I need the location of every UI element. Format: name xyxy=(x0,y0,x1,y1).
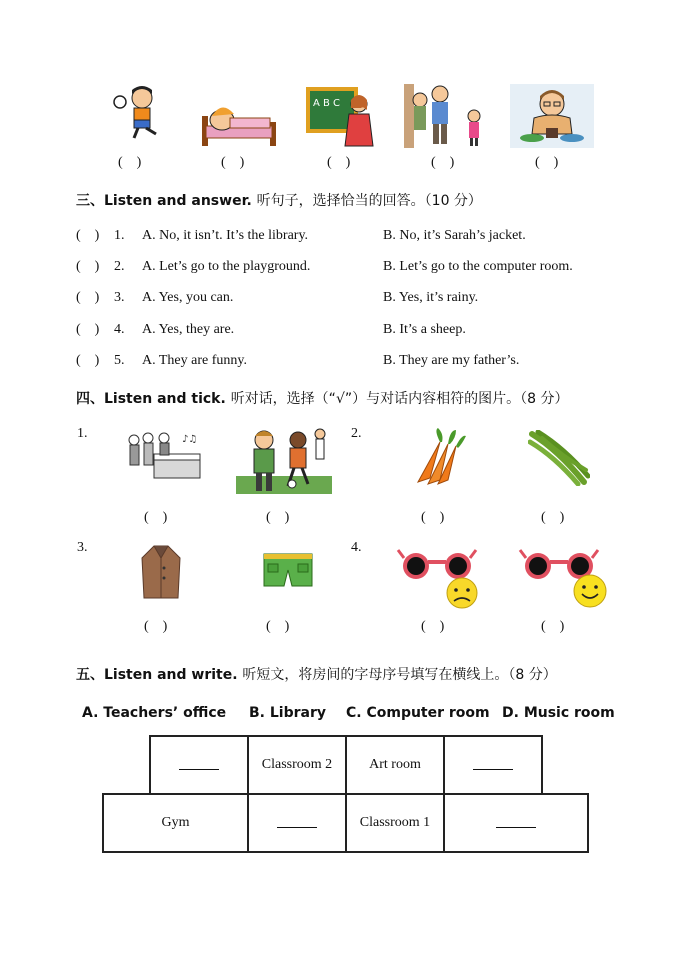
question-number: 3. xyxy=(77,540,88,555)
sunglasses-happy-icon xyxy=(518,546,608,610)
answer-paren[interactable]: ( ) xyxy=(76,228,100,243)
svg-text:♪♫: ♪♫ xyxy=(182,434,198,445)
room-map-row1 xyxy=(149,735,543,795)
answer-paren[interactable]: ( ) xyxy=(76,322,100,337)
answer-blank[interactable] xyxy=(496,813,536,828)
answer-paren[interactable]: ( ) xyxy=(431,155,455,170)
room-blank-cell[interactable] xyxy=(444,794,588,852)
answer-paren[interactable]: ( ) xyxy=(266,619,290,634)
option-b: B. It’s a sheep. xyxy=(383,322,466,337)
room-cell: Classroom 2 xyxy=(248,736,346,794)
section4-title xyxy=(76,388,568,408)
answer-paren[interactable]: ( ) xyxy=(421,619,445,634)
section5-title xyxy=(76,664,557,684)
answer-paren[interactable]: ( ) xyxy=(76,353,100,368)
piano-kids-icon xyxy=(124,428,204,484)
boys-football-icon xyxy=(236,426,332,496)
option-teachers-office: A. Teachers’ office xyxy=(82,705,227,721)
man-eating-icon xyxy=(510,84,594,148)
section3-title-en: 三、Listen and answer. xyxy=(76,193,252,209)
answer-paren[interactable]: ( ) xyxy=(221,155,245,170)
room-blank-cell[interactable] xyxy=(444,736,542,794)
section5-title-en: 五、Listen and write. xyxy=(76,667,238,683)
section3-title-cn: 听句子，选择恰当的回答。（10 分） xyxy=(256,193,482,209)
family-icon xyxy=(404,84,488,148)
option-a: A. Yes, you can. xyxy=(142,290,234,305)
option-a: A. Let’s go to the playground. xyxy=(142,259,311,274)
answer-paren[interactable]: ( ) xyxy=(327,155,351,170)
section4-title-en: 四、Listen and tick. xyxy=(76,391,226,407)
option-b: B. Yes, it’s rainy. xyxy=(383,290,479,305)
room-blank-cell[interactable] xyxy=(150,736,248,794)
answer-paren[interactable]: ( ) xyxy=(118,155,142,170)
coat-icon xyxy=(140,544,182,600)
room-cell: Art room xyxy=(346,736,444,794)
answer-paren[interactable]: ( ) xyxy=(535,155,559,170)
answer-paren[interactable]: ( ) xyxy=(144,619,168,634)
option-b: B. No, it’s Sarah’s jacket. xyxy=(383,228,526,243)
answer-paren[interactable]: ( ) xyxy=(541,510,565,525)
green-beans-icon xyxy=(528,430,590,486)
question-number: 1. xyxy=(114,228,125,243)
teacher-board-icon xyxy=(305,86,375,148)
room-cell: Gym xyxy=(103,794,248,852)
answer-paren[interactable]: ( ) xyxy=(144,510,168,525)
section4-title-cn: 听对话，选择（“√”）与对话内容相符的图片。（8 分） xyxy=(230,391,569,407)
option-a: A. Yes, they are. xyxy=(142,322,235,337)
boy-football-icon xyxy=(112,84,164,140)
section5-title-cn: 听短文，将房间的字母序号填写在横线上。（8 分） xyxy=(242,667,557,683)
room-cell: Classroom 1 xyxy=(346,794,444,852)
board-text: A B C xyxy=(313,98,341,109)
shorts-icon xyxy=(262,552,314,590)
section3-title xyxy=(76,190,482,210)
question-number: 5. xyxy=(114,353,125,368)
question-number: 2. xyxy=(114,259,125,274)
question-number: 3. xyxy=(114,290,125,305)
carrots-icon xyxy=(410,428,466,486)
option-a: A. They are funny. xyxy=(142,353,247,368)
sunglasses-sad-icon xyxy=(396,546,482,610)
question-number: 4. xyxy=(351,540,362,555)
answer-blank[interactable] xyxy=(473,755,513,770)
option-b: B. Let’s go to the computer room. xyxy=(383,259,573,274)
option-a: A. No, it isn’t. It’s the library. xyxy=(142,228,309,243)
option-library: B. Library xyxy=(249,705,326,721)
option-computer-room: C. Computer room xyxy=(346,705,490,721)
answer-paren[interactable]: ( ) xyxy=(76,259,100,274)
question-number: 2. xyxy=(351,426,362,441)
answer-blank[interactable] xyxy=(179,755,219,770)
question-number: 1. xyxy=(77,426,88,441)
option-music-room: D. Music room xyxy=(502,705,615,721)
answer-paren[interactable]: ( ) xyxy=(421,510,445,525)
answer-blank[interactable] xyxy=(277,813,317,828)
girl-sleeping-icon xyxy=(200,92,278,148)
answer-paren[interactable]: ( ) xyxy=(541,619,565,634)
option-b: B. They are my father’s. xyxy=(383,353,520,368)
question-number: 4. xyxy=(114,322,125,337)
answer-paren[interactable]: ( ) xyxy=(76,290,100,305)
room-map-row2 xyxy=(102,793,589,853)
room-blank-cell[interactable] xyxy=(248,794,346,852)
answer-paren[interactable]: ( ) xyxy=(266,510,290,525)
